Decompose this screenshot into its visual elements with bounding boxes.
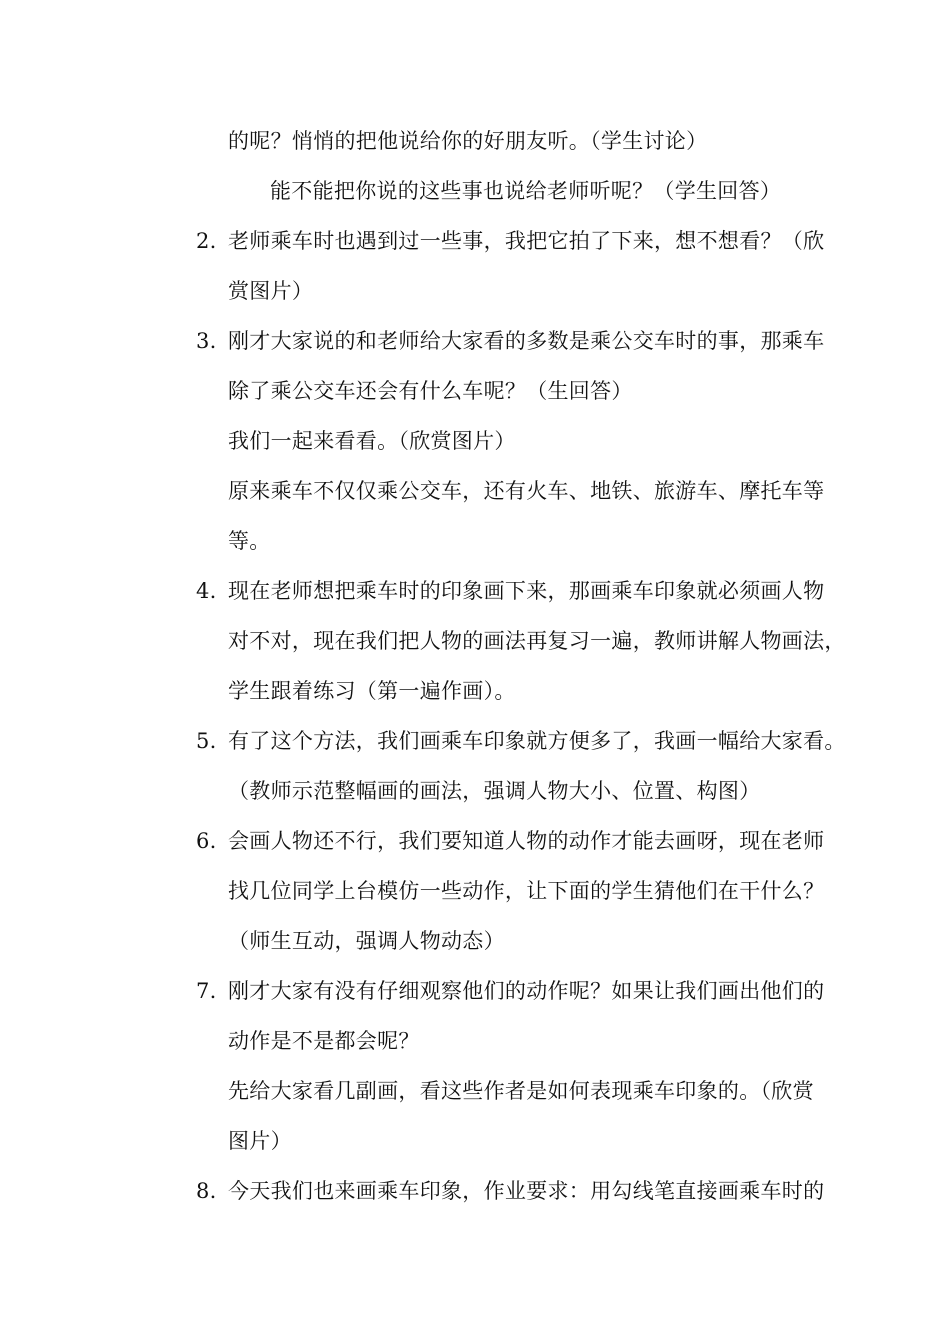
list-number: 4. xyxy=(196,579,217,603)
line-text: 老师乘车时也遇到过一些事，我把它拍了下来，想不想看？（欣 xyxy=(228,229,825,253)
line-text: 现在老师想把乘车时的印象画下来，那画乘车印象就必须画人物 xyxy=(228,579,825,603)
line-text: 刚才大家有没有仔细观察他们的动作呢？如果让我们画出他们的 xyxy=(228,979,825,1003)
line-text: （师生互动，强调人物动态） xyxy=(228,929,505,953)
list-number: 8. xyxy=(196,1179,217,1203)
line-text: 先给大家看几副画，看这些作者是如何表现乘车印象的。（欣赏 xyxy=(228,1079,814,1103)
list-number: 3. xyxy=(196,329,217,353)
line-text: 的呢？悄悄的把他说给你的好朋友听。（学生讨论） xyxy=(228,129,708,153)
line-text: 有了这个方法，我们画乘车印象就方便多了，我画一幅给大家看。 xyxy=(228,729,846,753)
list-number: 5. xyxy=(196,729,217,753)
list-number: 7. xyxy=(196,979,217,1003)
list-number: 2. xyxy=(196,229,217,253)
line-text: 我们一起来看看。（欣赏图片） xyxy=(228,429,516,453)
line-text: 找几位同学上台模仿一些动作，让下面的学生猜他们在干什么？ xyxy=(228,879,825,903)
line-text: 赏图片） xyxy=(228,279,314,303)
line-text: 图片） xyxy=(228,1129,292,1153)
line-text: 等。 xyxy=(228,529,271,553)
line-text: 学生跟着练习（第一遍作画）。 xyxy=(228,679,516,703)
line-text: 能不能把你说的这些事也说给老师听呢？（学生回答） xyxy=(270,179,782,203)
line-text: 动作是不是都会呢？ xyxy=(228,1029,420,1053)
line-text: 会画人物还不行，我们要知道人物的动作才能去画呀，现在老师 xyxy=(228,829,825,853)
line-text: 原来乘车不仅仅乘公交车，还有火车、地铁、旅游车、摩托车等 xyxy=(228,479,825,503)
line-text: 刚才大家说的和老师给大家看的多数是乘公交车时的事，那乘车 xyxy=(228,329,825,353)
line-text: 除了乘公交车还会有什么车呢？（生回答） xyxy=(228,379,633,403)
list-number: 6. xyxy=(196,829,217,853)
line-text: 对不对，现在我们把人物的画法再复习一遍，教师讲解人物画法， xyxy=(228,629,846,653)
line-text: 今天我们也来画乘车印象，作业要求：用勾线笔直接画乘车时的 xyxy=(228,1179,825,1203)
line-text: （教师示范整幅画的画法，强调人物大小、位置、构图） xyxy=(228,779,761,803)
